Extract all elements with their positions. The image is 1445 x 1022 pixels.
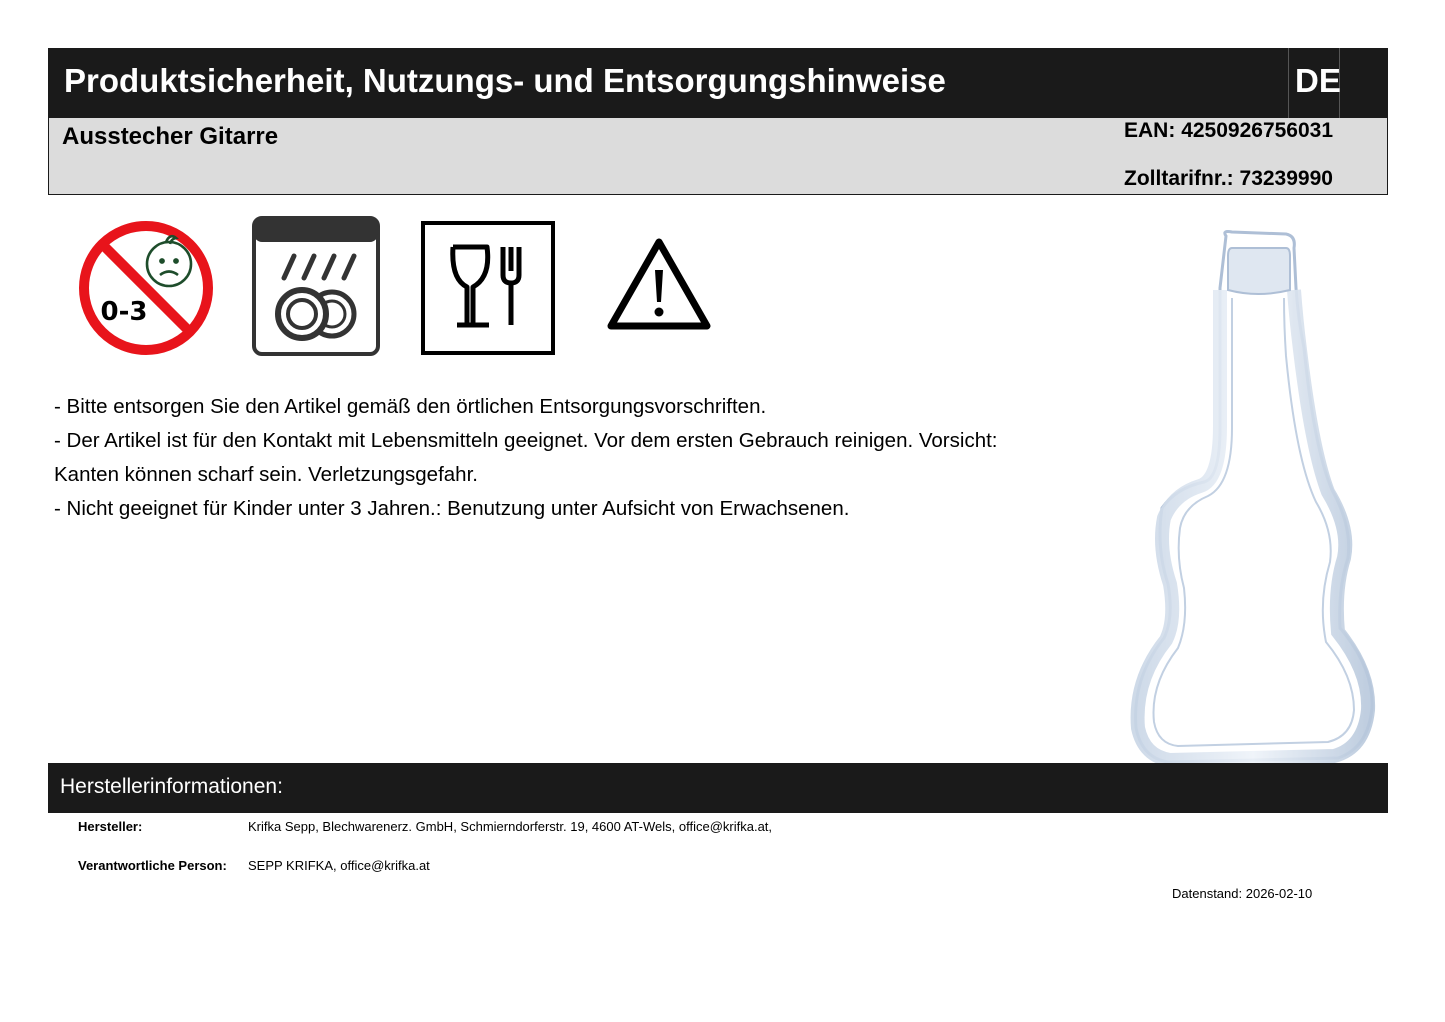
- note-food-contact: - Der Artikel ist für den Kontakt mit Lebensmitteln geeignet. Vor dem ersten Gebrauch reinigen. Vorsicht: Kanten können scharf sein. Verletzungsgefahr.: [54, 429, 998, 486]
- responsible-person-value: SEPP KRIFKA, office@krifka.at: [248, 858, 430, 873]
- language-box: [1288, 48, 1340, 118]
- zoll-value: 73239990: [1239, 167, 1333, 190]
- page-title: Produktsicherheit, Nutzungs- und Entsorgungshinweise: [64, 62, 946, 99]
- note-disposal: - Bitte entsorgen Sie den Artikel gemäß den örtlichen Entsorgungsvorschriften.: [54, 395, 767, 418]
- ean-label: EAN:: [1124, 119, 1176, 142]
- food-safe-icon: [421, 221, 555, 355]
- manufacturer-title: Herstellerinformationen:: [60, 775, 283, 798]
- note-children: - Nicht geeignet für Kinder unter 3 Jahren.: Benutzung unter Aufsicht von Erwachsenen.: [54, 497, 850, 520]
- age-label: 0-3: [100, 297, 148, 327]
- responsible-person-label: Verantwortliche Person:: [78, 858, 227, 873]
- ean-value: 4250926756031: [1181, 119, 1334, 142]
- header-bar: [48, 48, 1388, 118]
- product-bar: [48, 118, 1388, 195]
- language-code: DE: [1295, 62, 1341, 99]
- manufacturer-label: Hersteller:: [78, 819, 143, 834]
- manufacturer-header: [48, 763, 1388, 813]
- guitar-cookie-cutter-image: [1128, 228, 1380, 768]
- date-label: Datenstand:: [1172, 886, 1243, 901]
- safety-notes: [54, 390, 1054, 526]
- date-value: 2026-02-10: [1245, 886, 1313, 901]
- no-children-under-3-icon: [76, 218, 216, 358]
- zoll-label: Zolltarifnr.:: [1124, 167, 1234, 190]
- date-line: [1172, 886, 1312, 901]
- manufacturer-value: Krifka Sepp, Blechwarenerz. GmbH, Schmierndorferstr. 19, 4600 AT-Wels, office@krifka.at,: [248, 819, 773, 834]
- zoll-line: [1124, 167, 1333, 191]
- product-name: Ausstecher Gitarre: [62, 123, 279, 150]
- warning-icon: [605, 236, 713, 332]
- dishwasher-safe-icon: [252, 216, 380, 356]
- ean-line: [1124, 119, 1333, 143]
